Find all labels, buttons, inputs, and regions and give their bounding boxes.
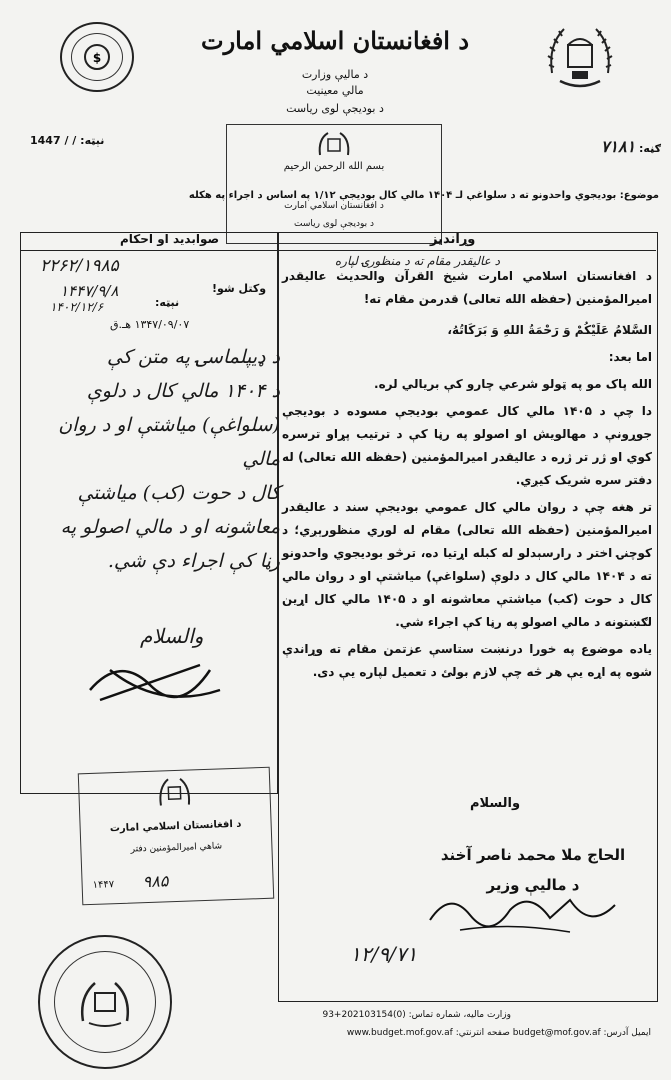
left-note-wakil: وکتل شو! <box>212 282 267 295</box>
left-note-date3: ۱۳۴۷/۰۹/۰۷ هـ.ق <box>110 318 190 331</box>
body-greeting: السَّلامُ عَلَيْكُمْ وَ رَحْمَةُ اللهِ وَ بَرَكَاتُهُ، <box>447 323 652 337</box>
left-note-line-1: د ډیپلماسۍ په متن کې <box>107 346 280 368</box>
letter-body <box>282 265 652 688</box>
header-line-directorate: د بودیجې لوی ریاست <box>286 102 384 115</box>
header-title: د افغانستان اسلامي امارت <box>200 26 470 55</box>
office-stamp-line1: د افغانستان اسلامي امارت <box>109 818 242 835</box>
right-column-header: وړاندیز <box>430 232 476 247</box>
svg-text:$: $ <box>92 51 102 65</box>
emirate-emblem-icon <box>540 15 620 95</box>
approval-signature <box>70 650 230 710</box>
left-note-line-2: د ۱۴۰۴ مالي کال د دلوې <box>86 380 280 402</box>
signatory-title: د مالیې وزیر <box>486 876 580 894</box>
gana-value: ۷۱۸۱ <box>600 137 636 156</box>
emirate-emblem-right <box>540 15 620 95</box>
header-divider <box>20 250 656 251</box>
date-label: نېټه: <box>80 134 105 147</box>
body-closing: والسلام <box>470 796 521 811</box>
left-note-line-6: رڼا کې اجراء دې شي. <box>107 550 280 572</box>
body-amma-bad: اما بعد: <box>608 350 652 364</box>
ministry-seal-left <box>60 22 134 92</box>
footer-email: ایمیل آدرس: budget@mof.gov.af صفحه انترنتي: www.budget.mof.gov.af <box>346 1028 651 1038</box>
office-stamp-date: ۱۴۴۷ <box>92 879 115 891</box>
stamp-line2: د بودیجې لوی ریاست <box>294 219 374 229</box>
left-note-line-4: کال د حوت (کب) میاشتې <box>77 482 280 504</box>
signatory-name: الحاج ملا محمد ناصر آخند <box>440 846 626 864</box>
office-stamp-line2: شاهي امیرالمؤمنین دفتر <box>130 841 223 855</box>
left-notes-text <box>35 340 280 578</box>
body-p4: یاده موضوع په خورا درنښت ستاسې عزتمن مقام ته وړاندې شوه په اړه یې هر څه چې لازم بولئ د تعمیل لپاره یې دی. <box>282 642 652 679</box>
body-p2: دا چې د ۱۴۰۵ مالي کال عمومي بودیجې مسوده د بودیجې جوړونې د مهالویش او اصولو په رڼا کې د ترتیب پړاو ترسره کوي او ژر تر ژره د عالیقدر امیرالمؤمنین (حفظه الله تعالی) له دفتر سره شریک کیږي. <box>282 404 652 487</box>
left-note-closing: والسلام <box>140 624 204 648</box>
round-seal-bottom <box>38 935 172 1069</box>
left-note-date1: ۱۴۴۷/۹/۸ <box>60 282 119 300</box>
left-note-line-3: (سلواغې) میاشتې او د روان مالي <box>58 414 280 470</box>
date-value: / / 1447 <box>30 134 77 147</box>
header-line-deputy: مالي معینیت <box>306 84 364 97</box>
gana-row <box>601 137 661 156</box>
right-handwriting: د عالیقدر مقام ته د منظورۍ لپاره <box>334 254 500 268</box>
left-note-date2: ۱۴۰۲/۱۲/۶ <box>50 300 104 314</box>
header-line-ministry: د مالیې وزارت <box>301 68 369 81</box>
minister-signature <box>420 880 630 940</box>
left-note-line-5: معاشونه او د مالي اصولو په <box>60 516 280 538</box>
office-stamp-emblem-icon <box>154 774 195 809</box>
gana-label: ګڼه: <box>639 142 661 155</box>
body-p1: الله پاک مو په ټولو شرعي چارو کې بریالي لره. <box>374 377 652 391</box>
left-note-number: ۲۲۶۲/۱۹۸۵ <box>40 256 119 276</box>
center-stamp <box>226 124 442 244</box>
stamp-line1: د افغانستان اسلامي امارت <box>284 201 384 211</box>
office-stamp <box>78 767 274 906</box>
body-p3: تر هغه چې د روان مالي کال عمومي بودیجې سند د عالیقدر امیرالمؤمنین (حفظه الله تعالی) مقام له لوري منظورېږي؛ د کوچنۍ اختر د رارسېدلو له کبله اړتیا ده، ترڅو بودیجوي واحدونو ته د ۱۴۰۴ مالي کال د دلوې (سلواغې) میاشتې او د روان مالي کال د حوت (کب) میاشتې معاشونه او د ۱۴۰۵ مالي کال اړین لګښتونه د مالي اصولو په رڼا کې اجراء شي. <box>282 500 653 629</box>
left-note-nete: نېټه: <box>155 296 180 309</box>
office-stamp-number: ۹۸۵ <box>142 871 169 892</box>
left-column-header: صوابدید او احکام <box>120 232 220 246</box>
stamp-emblem-icon <box>314 129 354 159</box>
handwritten-date: ۱۲/۹/۷۱ <box>350 942 418 966</box>
stamp-bismillah: بسم الله الرحمن الرحيم <box>283 161 385 172</box>
date-row <box>30 134 104 147</box>
footer-address: وزارت ماليه، شماره تماس: (0)202103154+93 <box>322 1010 511 1020</box>
subject-line: موضوع: بودیجوي واحدونو ته د سلواغې لـ ۱۴۰۴ مالي کال بودیجې ۱/۱۲ په اساس د اجراء په هکله <box>188 190 659 201</box>
body-addressee: د افغانستان اسلامي امارت شیخ القرآن والحدیث عالیقدر امیرالمؤمنین (حفظه الله تعالی) قدرمن مقام ته! <box>282 269 652 306</box>
